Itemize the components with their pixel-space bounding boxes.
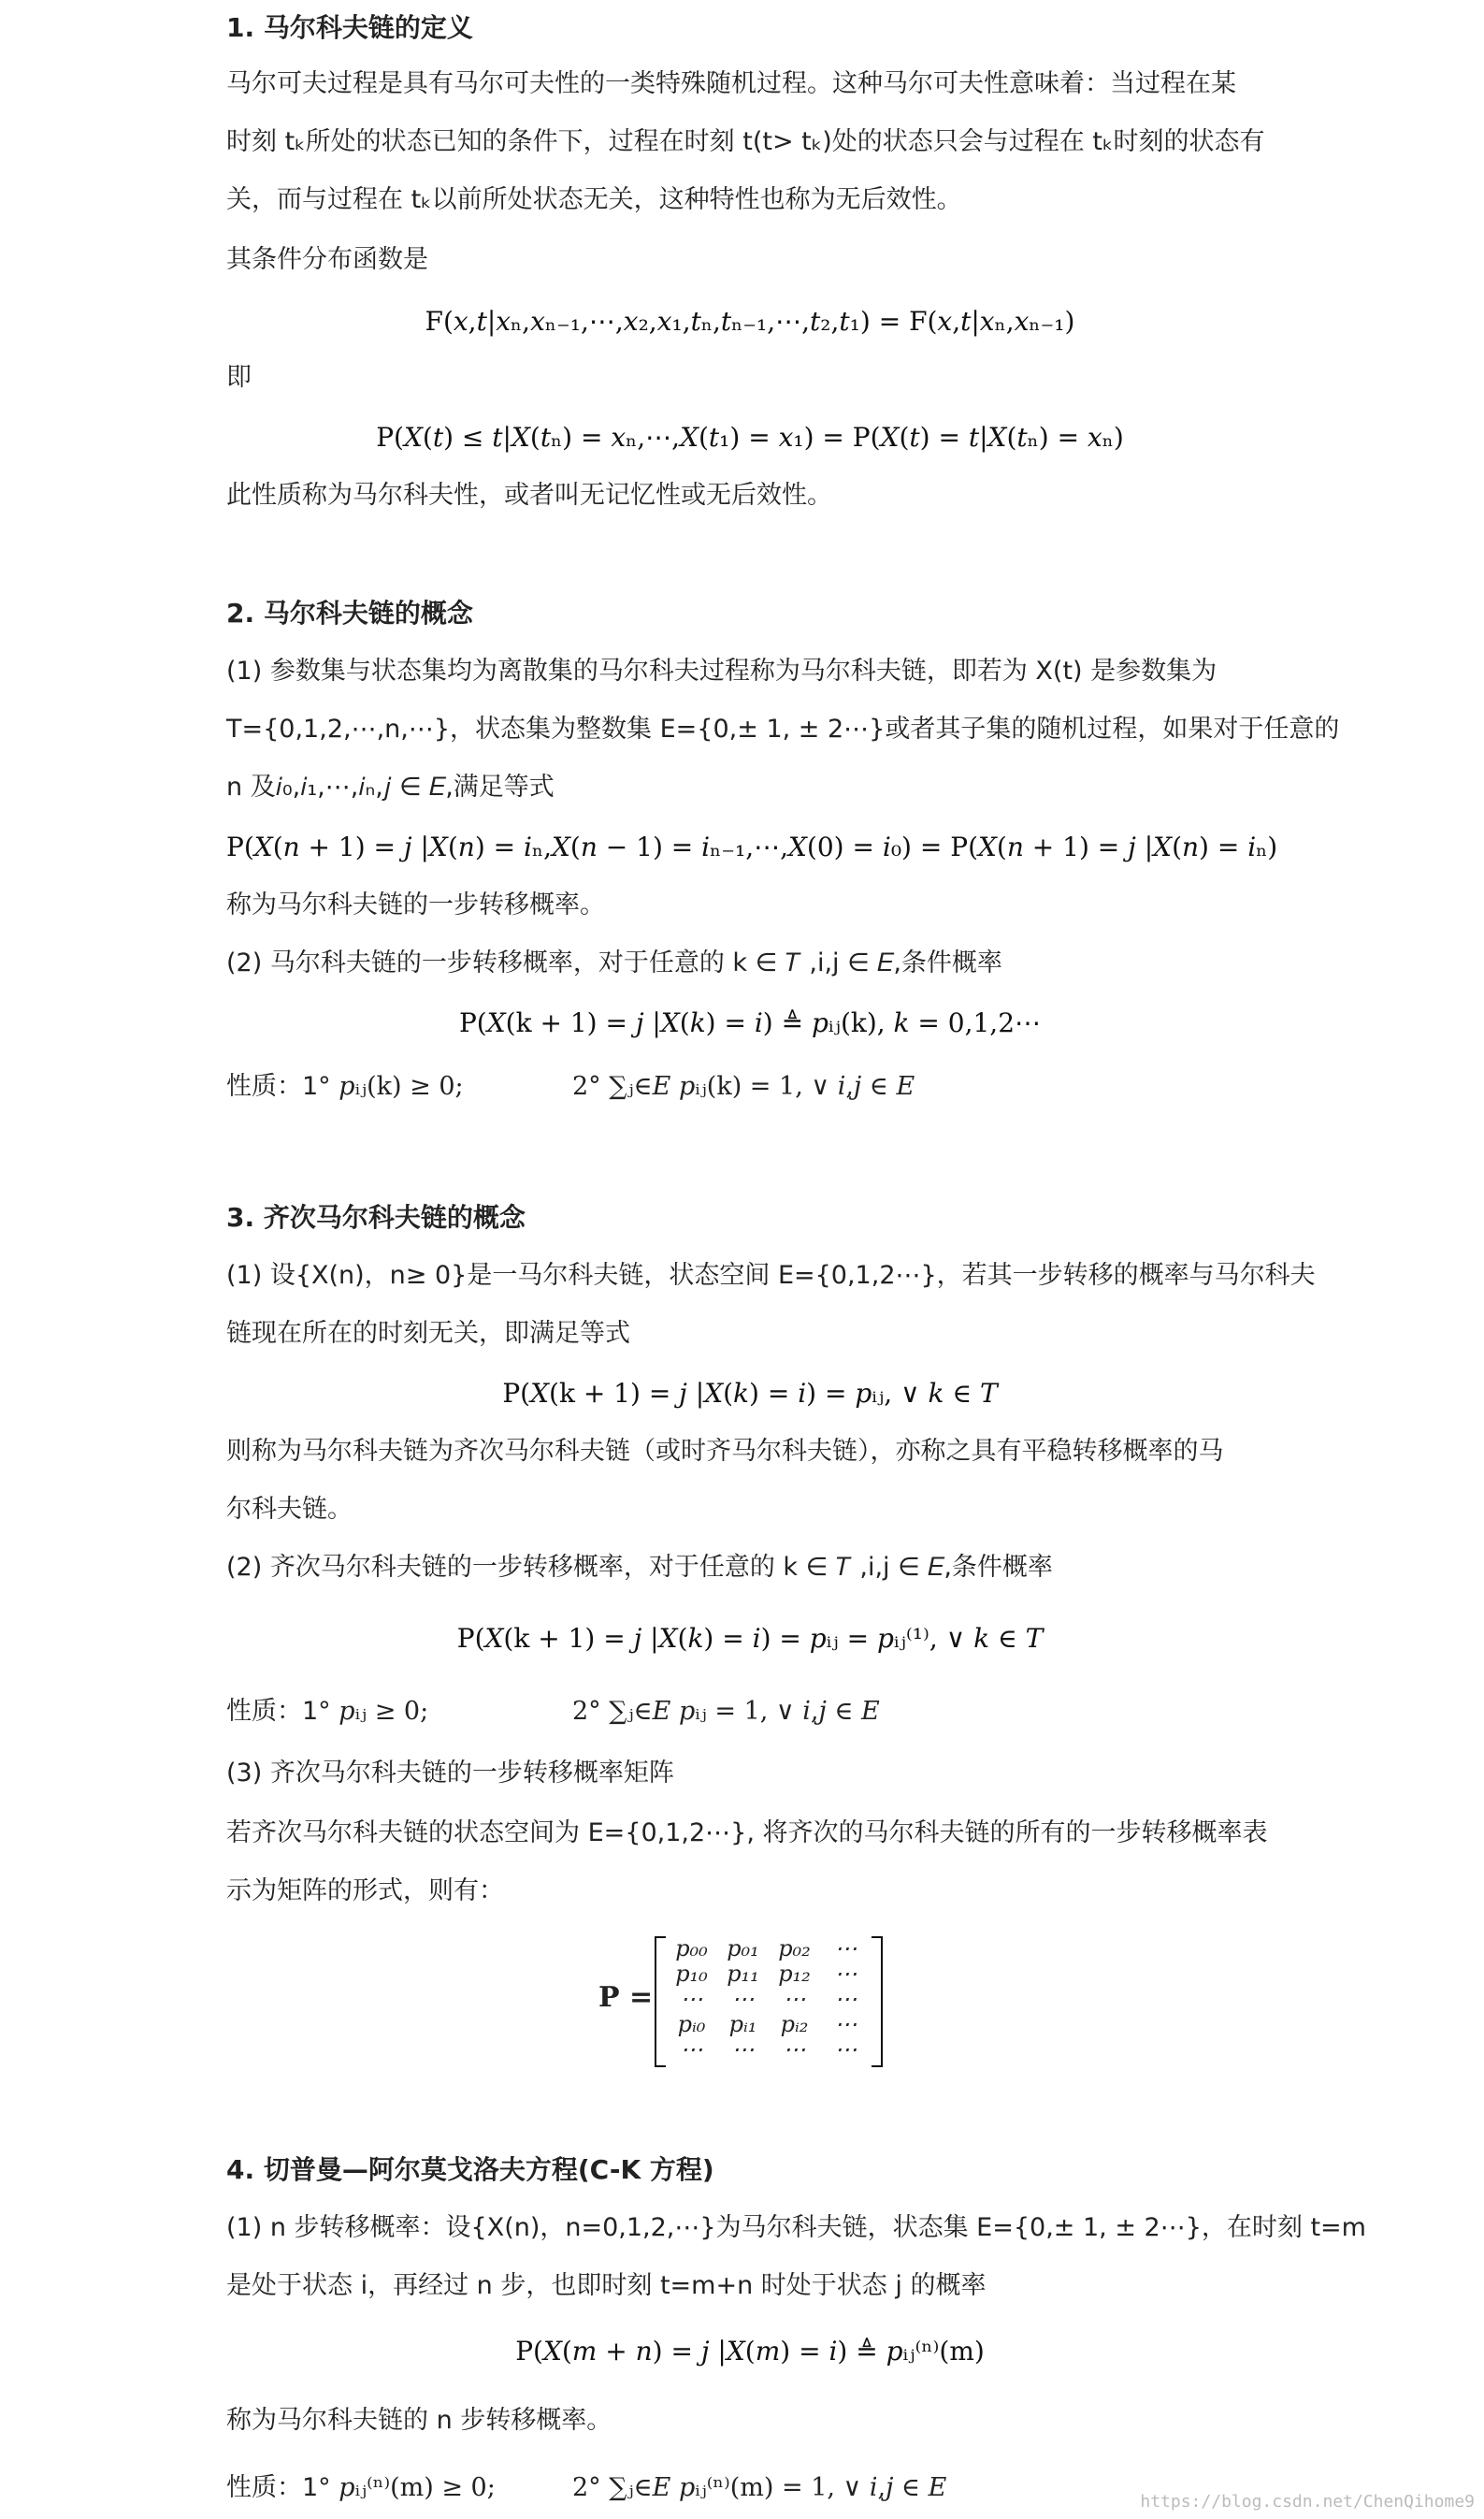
matrix-cell: ⋯ bbox=[834, 1961, 857, 1987]
matrix-cell: 𝑝ᵢ₀ bbox=[677, 2011, 706, 2037]
matrix-cell: 𝑝₁₀ bbox=[675, 1961, 708, 1987]
section-4-heading: 4. 切普曼—阿尔莫戈洛夫方程(C-K 方程) bbox=[226, 2154, 714, 2185]
n-step-formula: P(𝑋(𝑚 + 𝑛) = 𝑗 |𝑋(𝑚) = 𝑖) ≜ 𝑝ᵢⱼ⁽ⁿ⁾(m) bbox=[515, 2336, 985, 2367]
markov-property-formula: P(𝑋(𝑡) ≤ 𝑡|𝑋(𝑡ₙ) = 𝑥ₙ,⋯,𝑋(𝑡₁) = 𝑥₁) = P(𝑋(𝑡) = 𝑡|𝑋(𝑡ₙ) = 𝑥ₙ) bbox=[376, 422, 1124, 453]
paragraph-line: (1) 设{X(n)，n≥ 0}是一马尔科夫链，状态空间 E={0,1,2⋯}，若其一步转移的概率与马尔科夫 bbox=[226, 1261, 1316, 1290]
matrix-cell: 𝑝ᵢ₂ bbox=[780, 2011, 809, 2037]
matrix-cell: ⋯ bbox=[680, 1986, 703, 2012]
paragraph-line: 称为马尔科夫链的 n 步转移概率。 bbox=[226, 2406, 612, 2435]
matrix-cell: ⋯ bbox=[834, 2036, 857, 2063]
property-2: 2° ∑ⱼ∈𝐸 𝑝ᵢⱼ = 1, ∨ 𝑖,𝑗 ∈ 𝐸 bbox=[572, 1697, 880, 1726]
paragraph-line: 是处于状态 i，再经过 n 步，也即时刻 t=m+n 时处于状态 j 的概率 bbox=[226, 2271, 987, 2300]
properties-line bbox=[226, 1066, 915, 1107]
paragraph-line: 若齐次马尔科夫链的状态空间为 E={0,1,2⋯}, 将齐次的马尔科夫链的所有的一步转移概率表 bbox=[226, 1818, 1268, 1847]
paragraph-line: (2) 齐次马尔科夫链的一步转移概率，对于任意的 k ∈ 𝑇 ,i,j ∈ 𝐸,条件概率 bbox=[226, 1553, 1053, 1582]
transition-matrix bbox=[0, 1936, 1484, 2067]
section-1-heading: 1. 马尔科夫链的定义 bbox=[226, 12, 473, 43]
matrix-grid bbox=[666, 1936, 872, 2063]
property-2: 2° ∑ⱼ∈𝐸 𝑝ᵢⱼ(k) = 1, ∨ 𝑖,𝑗 ∈ 𝐸 bbox=[572, 1072, 915, 1101]
property-label: 性质：1° bbox=[226, 1697, 331, 1726]
paragraph-line: (1) n 步转移概率：设{X(n)，n=0,1,2,⋯}为马尔科夫链，状态集 E={0,± 1, ± 2⋯}，在时刻 t=m bbox=[226, 2213, 1366, 2242]
matrix-label: P = bbox=[598, 1981, 654, 2014]
matrix-cell: ⋯ bbox=[783, 1986, 806, 2012]
paragraph-line: T={0,1,2,⋯,n,⋯}，状态集为整数集 E={0,± 1, ± 2⋯}或者其子集的随机过程，如果对于任意的 bbox=[226, 715, 1340, 744]
paragraph-line: 链现在所在的时刻无关，即满足等式 bbox=[226, 1319, 630, 1348]
matrix-cell: ⋯ bbox=[731, 1986, 755, 2012]
paragraph-line: 时刻 tₖ所处的状态已知的条件下，过程在时刻 t(t> tₖ)处的状态只会与过程在 tₖ时刻的状态有 bbox=[226, 127, 1265, 156]
properties-line bbox=[226, 1691, 880, 1732]
matrix-cell: 𝑝₀₁ bbox=[727, 1935, 759, 1962]
property-label: 性质：1° bbox=[226, 2473, 331, 2502]
property-1: 𝑝ᵢⱼ⁽ⁿ⁾(m) ≥ 0; bbox=[339, 2473, 496, 2502]
paragraph-line: 即 bbox=[226, 363, 252, 392]
homogeneous-formula: P(𝑋(k + 1) = 𝑗 |𝑋(𝑘) = 𝑖) = 𝑝ᵢⱼ, ∨ 𝑘 ∈ 𝑇 bbox=[502, 1378, 998, 1409]
transition-prob-formula: P(𝑋(k + 1) = 𝑗 |𝑋(𝑘) = 𝑖) ≜ 𝑝ᵢⱼ(k), 𝑘 = 0,1,2⋯ bbox=[458, 1007, 1042, 1038]
paragraph-line: 关，而与过程在 tₖ以前所处状态无关，这种特性也称为无后效性。 bbox=[226, 185, 962, 214]
paragraph-line: 示为矩阵的形式，则有： bbox=[226, 1876, 504, 1905]
matrix-left-bracket bbox=[655, 1936, 666, 2067]
matrix-cell: 𝑝₁₂ bbox=[778, 1961, 811, 1987]
paragraph-line: (1) 参数集与状态集均为离散集的马尔科夫过程称为马尔科夫链，即若为 X(t) 是参数集为 bbox=[226, 657, 1217, 686]
matrix-cell: ⋯ bbox=[731, 2036, 755, 2063]
matrix-right-bracket bbox=[872, 1936, 883, 2067]
matrix-cell: 𝑝₀₂ bbox=[778, 1935, 811, 1962]
matrix-cell: ⋯ bbox=[680, 2036, 703, 2063]
matrix-cell: 𝑝₁₁ bbox=[727, 1961, 759, 1987]
properties-line bbox=[226, 2468, 946, 2509]
paragraph-line: (3) 齐次马尔科夫链的一步转移概率矩阵 bbox=[226, 1759, 674, 1788]
homogeneous-transition-formula: P(𝑋(k + 1) = 𝑗 |𝑋(𝑘) = 𝑖) = 𝑝ᵢⱼ = 𝑝ᵢⱼ⁽¹⁾, ∨ 𝑘 ∈ 𝑇 bbox=[456, 1623, 1044, 1654]
property-1: 𝑝ᵢⱼ ≥ 0; bbox=[339, 1697, 429, 1726]
section-3-heading: 3. 齐次马尔科夫链的概念 bbox=[226, 1202, 526, 1233]
property-1: 𝑝ᵢⱼ(k) ≥ 0; bbox=[339, 1072, 464, 1101]
paragraph-line: 此性质称为马尔科夫性，或者叫无记忆性或无后效性。 bbox=[226, 481, 832, 510]
matrix-cell: ⋯ bbox=[783, 2036, 806, 2063]
watermark: https://blog.csdn.net/ChenQihome9 bbox=[1140, 2492, 1475, 2512]
section-2-heading: 2. 马尔科夫链的概念 bbox=[226, 598, 473, 629]
paragraph-line: (2) 马尔科夫链的一步转移概率，对于任意的 k ∈ 𝑇 ,i,j ∈ 𝐸,条件概率 bbox=[226, 948, 1002, 977]
matrix-cell: ⋯ bbox=[834, 1935, 857, 1962]
matrix-cell: ⋯ bbox=[834, 1986, 857, 2012]
paragraph-line: 尔科夫链。 bbox=[226, 1495, 353, 1524]
matrix-cell: 𝑝ᵢ₁ bbox=[728, 2011, 757, 2037]
paragraph-line: 则称为马尔科夫链为齐次马尔科夫链（或时齐马尔科夫链），亦称之具有平稳转移概率的马 bbox=[226, 1437, 1224, 1466]
paragraph-line: 马尔可夫过程是具有马尔可夫性的一类特殊随机过程。这种马尔可夫性意味着：当过程在某 bbox=[226, 69, 1236, 98]
paragraph-line: n 及𝑖₀,𝑖₁,⋯,𝑖ₙ,𝑗 ∈ 𝐸,满足等式 bbox=[226, 773, 555, 802]
cdf-formula: F(𝑥,𝑡|𝑥ₙ,𝑥ₙ₋₁,⋯,𝑥₂,𝑥₁,𝑡ₙ,𝑡ₙ₋₁,⋯,𝑡₂,𝑡₁) = F(𝑥,𝑡|𝑥ₙ,𝑥ₙ₋₁) bbox=[425, 306, 1075, 337]
cdf-intro: 其条件分布函数是 bbox=[226, 245, 428, 274]
matrix-cell: ⋯ bbox=[834, 2011, 857, 2037]
property-label: 性质：1° bbox=[226, 1072, 331, 1101]
paragraph-line: 称为马尔科夫链的一步转移概率。 bbox=[226, 890, 605, 919]
matrix-cell: 𝑝₀₀ bbox=[675, 1935, 708, 1962]
property-2: 2° ∑ⱼ∈𝐸 𝑝ᵢⱼ⁽ⁿ⁾(m) = 1, ∨ 𝑖,𝑗 ∈ 𝐸 bbox=[572, 2473, 947, 2502]
markov-chain-formula: P(𝑋(𝑛 + 1) = 𝑗 |𝑋(𝑛) = 𝑖ₙ,𝑋(𝑛 − 1) = 𝑖ₙ₋₁,⋯,𝑋(0) = 𝑖₀) = P(𝑋(𝑛 + 1) = 𝑗 |𝑋(𝑛) = 𝑖ₙ) bbox=[226, 832, 1278, 862]
